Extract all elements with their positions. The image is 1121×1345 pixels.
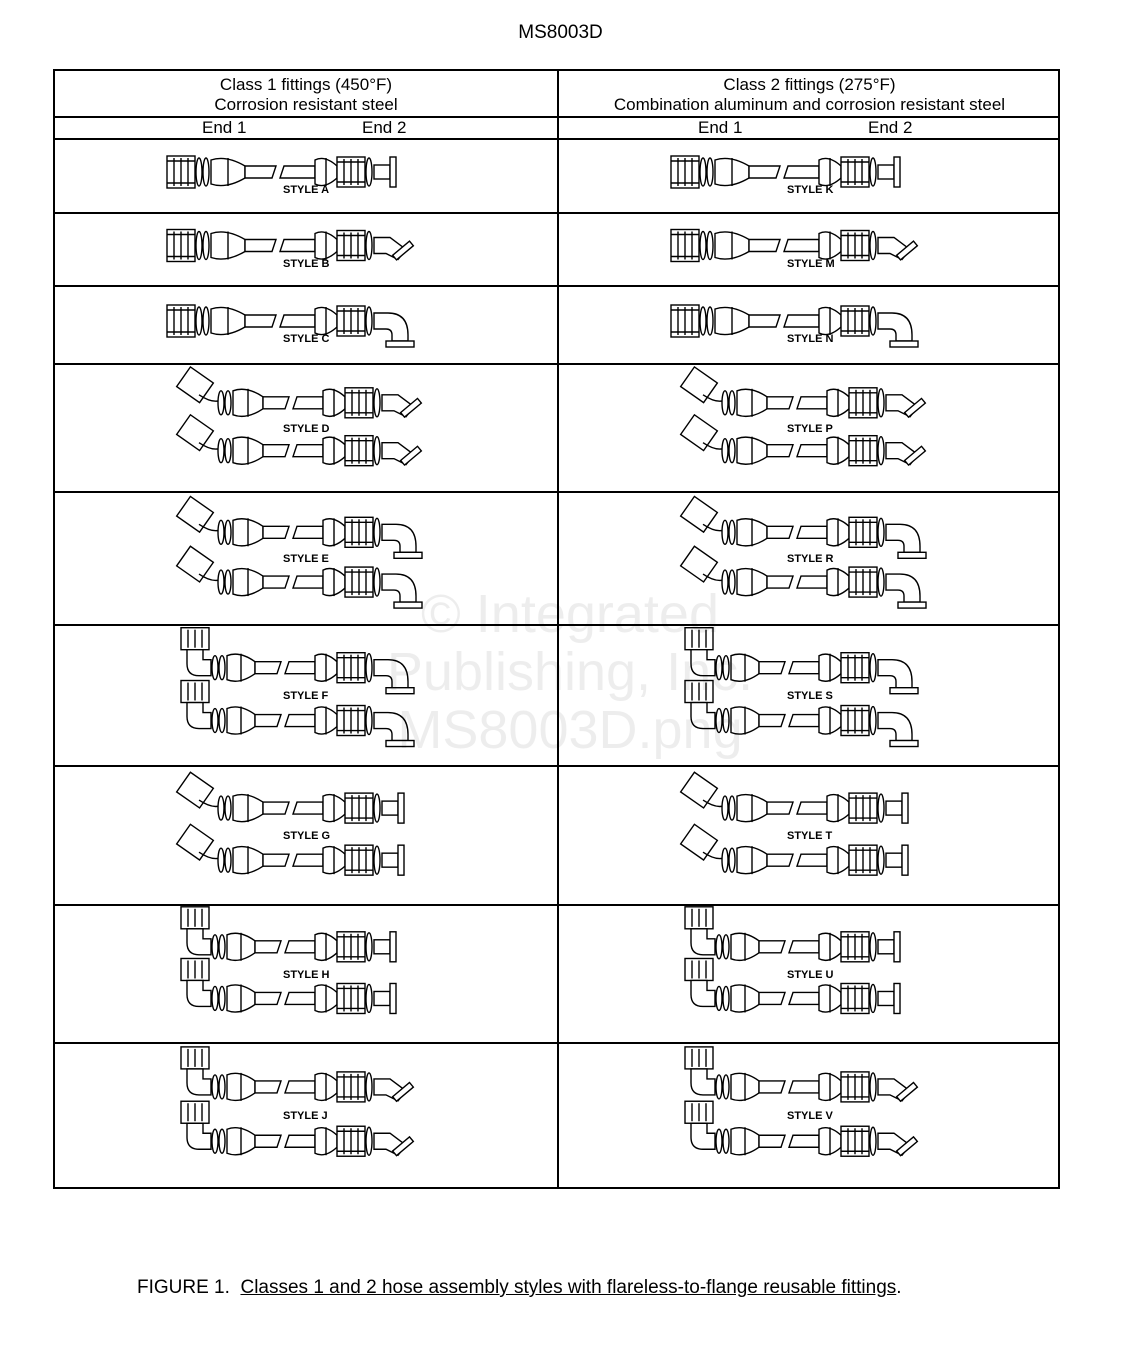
style-label: STYLE S [787, 689, 833, 702]
hose-assembly [167, 156, 396, 188]
hose-assembly [671, 156, 900, 188]
hose-assembly-upper [685, 1047, 917, 1102]
style-label: STYLE T [787, 830, 833, 843]
hose-assembly-upper [681, 772, 908, 823]
hose-assembly-upper [181, 907, 396, 962]
class1-style-cell [55, 1044, 557, 1187]
style-label: STYLE G [283, 830, 331, 843]
class1-style-cell [55, 287, 557, 363]
style-label: STYLE H [283, 968, 330, 981]
style-label: STYLE P [787, 422, 833, 435]
style-label: STYLE B [283, 257, 330, 270]
class1-style-cell [55, 906, 557, 1042]
style-label: STYLE D [283, 422, 330, 435]
watermark-line2: Publishing, Inc. [386, 642, 754, 702]
hose-assembly-drawing [55, 287, 557, 363]
style-label: STYLE J [283, 1109, 328, 1122]
hose-assembly-drawing [559, 287, 1060, 363]
hose-assembly-lower [181, 958, 396, 1013]
figure-caption-end: . [896, 1277, 902, 1298]
hose-assembly-upper [181, 1047, 413, 1102]
style-label: STYLE E [283, 553, 329, 566]
style-label: STYLE K [787, 184, 834, 196]
hose-assembly-upper [181, 628, 414, 694]
style-label: STYLE N [787, 333, 834, 345]
class2-header [559, 75, 1060, 115]
hose-assembly-upper [177, 772, 404, 823]
class2-style-cell [559, 767, 1060, 904]
class1-header [55, 75, 557, 115]
watermark-line1: © Integrated [421, 584, 719, 644]
class1-style-cell [55, 626, 557, 765]
class1-style-cell [55, 140, 557, 212]
style-label: STYLE A [283, 184, 330, 196]
figure-label: FIGURE 1. [137, 1277, 230, 1298]
style-label: STYLE U [787, 968, 834, 981]
class2-subtitle: Combination aluminum and corrosion resistant steel [613, 95, 1006, 114]
class2-style-cell [559, 214, 1060, 285]
hose-style-table [53, 69, 1060, 1189]
class2-title: Class 2 fittings (275°F) [723, 75, 896, 94]
hose-assembly-upper [685, 907, 900, 962]
class2-style-cell [559, 1044, 1060, 1187]
class1-subtitle: Corrosion resistant steel [214, 95, 398, 114]
hose-assembly-upper [685, 628, 918, 694]
hose-assembly-drawing [55, 140, 557, 212]
style-label: STYLE V [787, 1109, 833, 1122]
class1-style-cell [55, 767, 557, 904]
class2-style-cell [559, 287, 1060, 363]
document-id: MS8003D [518, 22, 603, 43]
hose-assembly-upper [681, 367, 926, 418]
style-label: STYLE R [787, 553, 834, 566]
class1-end2-label: End 2 [362, 118, 407, 137]
class1-title: Class 1 fittings (450°F) [219, 75, 393, 94]
style-label: STYLE M [787, 257, 835, 270]
class1-style-cell [55, 214, 557, 285]
hose-assembly-upper [177, 367, 422, 418]
hose-assembly-drawing [559, 214, 1060, 285]
class1-style-cell [55, 493, 557, 624]
class2-style-cell [559, 140, 1060, 212]
class2-style-cell [559, 493, 1060, 624]
style-label: STYLE C [283, 333, 330, 345]
hose-assembly-drawing [55, 214, 557, 285]
hose-assembly-drawing [559, 140, 1060, 212]
hose-assembly-upper [681, 496, 926, 558]
watermark-line3: MS8003D.png [397, 700, 743, 760]
figure-caption [137, 1277, 902, 1299]
class2-style-cell [559, 365, 1060, 491]
class2-style-cell [559, 906, 1060, 1042]
figure-title: Classes 1 and 2 hose assembly styles with flareless-to-flange reusable fittings [240, 1277, 897, 1298]
hose-assembly-upper [177, 496, 422, 558]
hose-assembly-lower [685, 958, 900, 1013]
class2-end1-label: End 1 [698, 118, 743, 137]
class2-style-cell [559, 626, 1060, 765]
class2-end2-label: End 2 [868, 118, 913, 137]
class1-end1-label: End 1 [202, 118, 247, 137]
style-label: STYLE F [283, 689, 329, 702]
class1-style-cell [55, 365, 557, 491]
